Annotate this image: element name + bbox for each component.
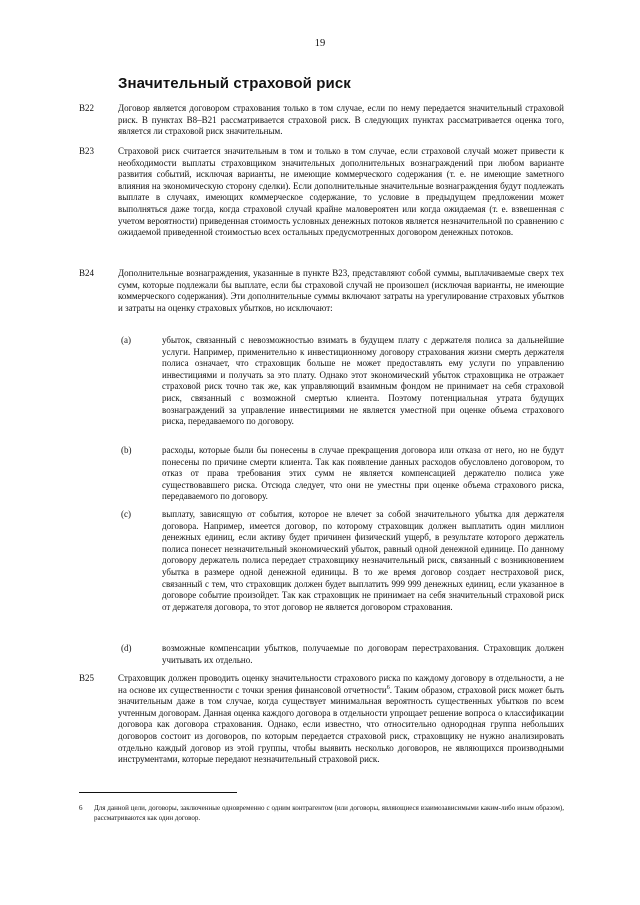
- paragraph-text: Дополнительные вознаграждения, указанные в пункте B23, представляют собой суммы, выплачиваемые сверх тех сумм, которые подлежали бы выплате, если бы страховой случай не произошел (исключая варианты, не имеющие коммерческого содержания). Эти дополнительные суммы включают затраты на урегулирование страховых убытков и затраты на оценку страховых убытков, но исключают:: [118, 268, 564, 313]
- paragraph-text: Договор является договором страхования только в том случае, если по нему передается значительный страховой риск. В пунктах B8–B21 рассматривается страховой риск. В следующих пунктах рассматривается оценка того, является ли страховой риск значительным.: [118, 103, 564, 137]
- paragraph-id: B24: [79, 268, 95, 278]
- paragraph-text: [118, 673, 564, 766]
- paragraph-id: B22: [79, 103, 95, 113]
- section-heading: Значительный страховой риск: [118, 75, 351, 92]
- paragraph-text-part: . Таким образом, страховой риск может быть значительным даже в том случае, когда существует минимальная вероятность существенных убытков по всем учтенным договорам. Данная оценка каждого договора в отдельности упрощает решение вопроса о классификации договора как договора страхования. Однако, если известно, что относительно однородная группа небольших договоров состоит из договоров, по которым передается страховой риск, страховщику не нужно анализировать отдельно каждый договор из этой группы, чтобы выявить несколько договоров, не являющихся производными инструментами, которые передают незначительный страховой риск.: [118, 684, 564, 765]
- footnote-mark: 6: [79, 804, 83, 812]
- list-item-text: расходы, которые были бы понесены в случае прекращения договора или отказа от него, но не будут понесены по причине смерти клиента. Так как появление данных расходов обусловлено договором, то отказ от права требования этих сумм не является компенсацией держателю полиса уже существовавшего риска. Отсюда следует, что они не уместны при оценке объема страхового риска, передаваемого по договору.: [162, 445, 564, 502]
- footnote-reference[interactable]: 6: [386, 684, 390, 691]
- paragraph-text: Страховой риск считается значительным в том и только в том случае, если страховой случай может привести к необходимости выплаты страховщиком значительных дополнительных вознаграждений при любом варианте развития событий, исключая варианты, не имеющие коммерческого содержания (т. е. не имеющие заметного влияния на экономическую сторону сделки). Если дополнительные значительные вознаграждения будут подлежать выплате в случаях, имеющих коммерческое содержание, то условие в предыдущем предложении может выполняться даже тогда, когда страховой случай крайне маловероятен или когда ожидаемая (т. е. взвешенная с учетом вероятности) приведенная стоимость условных денежных потоков является незначительной по сравнению с ожидаемой приведенной стоимостью всех остальных предусмотренных договором денежных потоков.: [118, 146, 564, 238]
- footnote-divider: [79, 792, 237, 793]
- list-item-text: убыток, связанный с невозможностью взимать в будущем плату с держателя полиса за дальнейшие услуги. Например, применительно к инвестиционному договору страхования жизни смерть держателя полиса означает, что страховщик больше не может предоставлять ему услуги по управлению инвестициями и получать за это плату. Однако этот экономический убыток страховщика не отражает страховой риск точно так же, как управляющий взаимным фондом не принимает на себя страховой риск, связанный с возможной смертью клиента. Поэтому потенциальная утрата будущих вознаграждений за управление инвестициями не является уместной при оценке объема страхового риска, передаваемого по договору.: [162, 335, 564, 427]
- paragraph-id: B23: [79, 146, 95, 156]
- list-item-text: возможные компенсации убытков, получаемые по договорам перестрахования. Страховщик должен учитывать их отдельно.: [162, 643, 564, 665]
- list-item-label: (a): [121, 335, 131, 345]
- list-item-label: (c): [121, 509, 131, 519]
- paragraph-id: B25: [79, 673, 95, 683]
- paragraph-text-part: Страховщик должен проводить оценку значительности страхового риска по каждому договору в отдельности, а не на основе их существенности с точки зрения финансовой отчетности: [118, 673, 564, 695]
- page-number: 19: [314, 38, 326, 49]
- list-item-text: выплату, зависящую от события, которое не влечет за собой значительного убытка для держателя договора. Например, имеется договор, по которому страховщик должен выплатить один миллион денежных единиц, если активу будет причинен физический ущерб, в результате которого держатель полиса понесет незначительный экономический убыток, равный одной денежной единице. По данному договору держатель полиса передает страховщику незначительный риск, связанный с возникновением убытка в размере одной денежной единицы. В то же время договор создает нестраховой риск, связанный с тем, что страховщик должен будет выплатить 999 999 денежных единиц, если указанное в договоре событие произойдет. Так как страховщик не принимает на себя значительный страховой риск от держателя договора, то этот договор не является договором страхования.: [162, 509, 564, 612]
- list-item-label: (d): [121, 643, 132, 653]
- footnote-text: Для данной цели, договоры, заключенные одновременно с одним контрагентом (или договоры, являющиеся взаимозависимыми каким-либо иным образом), рассматриваются как один договор.: [94, 804, 564, 822]
- list-item-label: (b): [121, 445, 132, 455]
